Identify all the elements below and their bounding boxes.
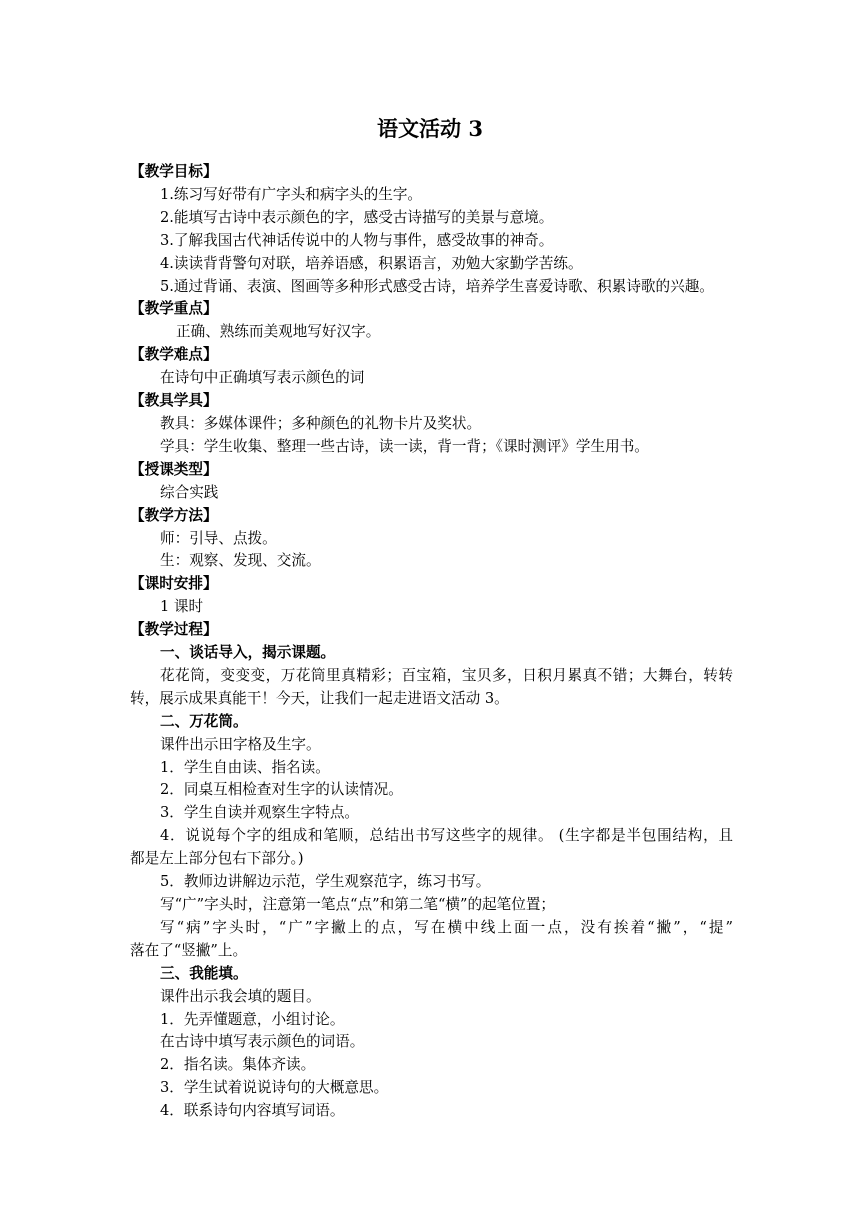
process-part2-line: 写“病”字头时，“广”字撇上的点，写在横中线上面一点，没有挨着“撇”，“提” <box>160 918 733 936</box>
process-part2-line: 2．同桌互相检查对生字的认读情况。 <box>160 781 403 799</box>
process-part3-line: 课件出示我会填的题目。 <box>160 987 321 1005</box>
process-part1-title: 一、谈话导入，揭示课题。 <box>160 644 336 662</box>
goal-item: 2.能填写古诗中表示颜色的字，感受古诗描写的美景与意境。 <box>160 208 554 226</box>
schedule-heading: 【课时安排】 <box>130 575 218 593</box>
process-part2-line: 4．说说每个字的组成和笔顺，总结出书写这些字的规律。 (生字都是半包围结构，且 <box>160 827 733 845</box>
process-part2-line: 课件出示田字格及生字。 <box>160 735 321 753</box>
process-part3-line: 4．联系诗句内容填写词语。 <box>160 1102 345 1120</box>
process-part3-line: 1．先弄懂题意，小组讨论。 <box>160 1010 345 1028</box>
process-part2-line: 3．学生自读并观察生字特点。 <box>160 804 360 822</box>
difficulty-heading: 【教学难点】 <box>130 346 218 364</box>
process-part3-title: 三、我能填。 <box>160 964 248 982</box>
tools-heading: 【教具学具】 <box>130 392 218 410</box>
key-points-heading: 【教学重点】 <box>130 300 218 318</box>
process-part3-line: 在古诗中填写表示颜色的词语。 <box>160 1033 365 1051</box>
lesson-type-heading: 【授课类型】 <box>130 460 218 478</box>
goals-heading: 【教学目标】 <box>130 163 218 180</box>
process-part2-title: 二、万花筒。 <box>160 712 248 730</box>
process-part2-line: 都是左上部分包右下部分。) <box>130 850 304 868</box>
process-heading: 【教学过程】 <box>130 621 218 639</box>
process-part3-line: 3．学生试着说说诗句的大概意思。 <box>160 1079 389 1097</box>
process-part1-line: 花花筒，变变变，万花筒里真精彩；百宝箱，宝贝多，日积月累真不错；大舞台，转转 <box>160 666 733 684</box>
goal-item: 5.通过背诵、表演、图画等多种形式感受古诗，培养学生喜爱诗歌、积累诗歌的兴趣。 <box>160 277 714 295</box>
goal-item: 1.练习写好带有广字头和病字头的生字。 <box>160 185 423 203</box>
tools-item: 学具：学生收集、整理一些古诗，读一读，背一背；《课时测评》学生用书。 <box>160 437 649 455</box>
page-title: 语文活动 3 <box>377 116 483 141</box>
process-part2-line: 1．学生自由读、指名读。 <box>160 758 330 776</box>
method-heading: 【教学方法】 <box>130 506 218 524</box>
goal-item: 3.了解我国古代神话传说中的人物与事件，感受故事的神奇。 <box>160 231 554 249</box>
process-part2-line: 落在了“竖撇”上。 <box>130 941 248 959</box>
process-part1-line: 转，展示成果真能干！今天，让我们一起走进语文活动 3。 <box>130 689 509 707</box>
lesson-type-text: 综合实践 <box>160 483 219 501</box>
method-item: 师：引导、点拨。 <box>160 529 277 547</box>
difficulty-text: 在诗句中正确填写表示颜色的词 <box>160 369 365 387</box>
goal-item: 4.读读背背警句对联，培养语感，积累语言，劝勉大家勤学苦练。 <box>160 254 583 272</box>
process-part2-line: 写“广”字头时，注意第一笔点“点”和第二笔“横”的起笔位置； <box>160 896 556 913</box>
document-body <box>130 161 733 1123</box>
process-part2-line: 5．教师边讲解边示范，学生观察范字，练习书写。 <box>160 873 491 891</box>
key-points-text: 正确、熟练而美观地写好汉字。 <box>176 323 381 341</box>
tools-item: 教具：多媒体课件；多种颜色的礼物卡片及奖状。 <box>160 414 482 432</box>
method-item: 生：观察、发现、交流。 <box>160 552 321 570</box>
schedule-text: 1 课时 <box>160 598 204 616</box>
process-part3-line: 2．指名读。集体齐读。 <box>160 1056 316 1074</box>
